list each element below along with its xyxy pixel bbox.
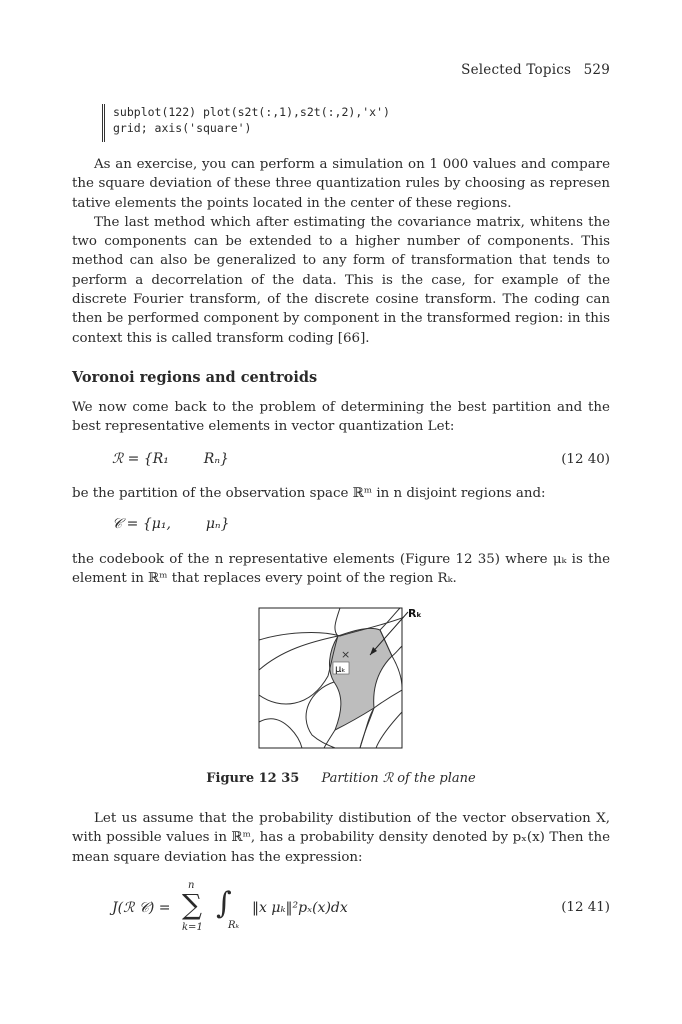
- region-rk: [329, 628, 392, 730]
- figure-caption-text: Partition ℛ of the plane: [321, 771, 476, 786]
- integral-symbol: ∫: [216, 886, 232, 921]
- centroid-label: μₖ: [335, 664, 346, 675]
- equation-number: (12 40): [561, 452, 610, 467]
- partition-curve: [374, 690, 402, 708]
- body-text-4: [72, 550, 610, 589]
- partition-curve: [259, 636, 338, 670]
- partition-curve: [306, 682, 335, 748]
- code-line: grid; axis('square'): [113, 121, 252, 135]
- page-number: 529: [583, 62, 610, 78]
- equation-12-40: [112, 451, 229, 467]
- paragraph: The last method which after estimating the covariance matrix, whitens the two components can be extended to a higher number of components. This method can also be generalized to any form of transformation that tends to perform a decorrelation of the data. This is the case, for example of the discrete Fourier transform, of the discrete cosine transform. The coding can then be performed component by component in the transformed region: in this context this is called transform coding [66].: [72, 214, 610, 346]
- partition-curve: [376, 712, 402, 748]
- sum-upper-limit: n: [188, 880, 195, 891]
- equation-codebook: [112, 516, 230, 532]
- body-text-3: [72, 484, 610, 503]
- equation-rhs: μₙ}: [205, 516, 230, 532]
- code-line: subplot(122) plot(s2t(:,1),s2t(:,2),'x'): [113, 105, 390, 119]
- code-block: [102, 104, 633, 142]
- partition-figure: [240, 600, 450, 760]
- body-text-2: [72, 398, 610, 437]
- integral-domain: Rₖ: [228, 920, 240, 931]
- body-text-1: [72, 155, 610, 348]
- centroid-marker: ×: [341, 648, 351, 661]
- partition-curve: [380, 608, 400, 630]
- region-label: Rₖ: [408, 607, 422, 620]
- partition-curve: [392, 656, 402, 688]
- figure-caption: [0, 771, 682, 786]
- partition-curve: [335, 608, 340, 636]
- paragraph: Let us assume that the probability distibution of the vector observation X, with possible values in ℝᵐ, has a probability density denoted by pₓ(x) Then the mean square deviation has the expression:: [72, 811, 610, 865]
- section-heading: Voronoi regions and centroids: [72, 369, 318, 386]
- paragraph: As an exercise, you can perform a simulation on 1 000 values and compare the square deviation of these three quantization rules by choosing as represen tative elements the points located in the center of these regions.: [72, 157, 610, 211]
- equation-number: (12 41): [561, 900, 610, 915]
- running-header: [461, 62, 610, 78]
- paragraph: We now come back to the problem of determining the best partition and the best representative elements in vector quantization Let:: [72, 400, 610, 435]
- sum-lower-limit: k=1: [182, 922, 203, 933]
- paragraph: be the partition of the observation space ℝᵐ in n disjoint regions and:: [72, 486, 546, 501]
- running-title: Selected Topics: [461, 62, 572, 78]
- partition-curve: [259, 636, 338, 704]
- equation-lhs: 𝒞 = {μ₁,: [112, 516, 171, 532]
- partition-curve: [259, 719, 302, 748]
- paragraph: the codebook of the n representative elements (Figure 12 35) where μₖ is the element in ℝᵐ that replaces every point of the region Rₖ.: [72, 552, 610, 587]
- body-text-5: [72, 809, 610, 867]
- equation-lhs: J(ℛ 𝒞) =: [112, 900, 171, 916]
- equation-rhs: Rₙ}: [203, 451, 229, 467]
- integrand: ‖x μₖ‖²pₓ(x)dx: [252, 900, 348, 916]
- equation-12-41: [112, 880, 582, 940]
- figure-number: Figure 12 35: [206, 771, 300, 786]
- sum-symbol: ∑: [182, 888, 202, 921]
- equation-lhs: ℛ = {R₁: [112, 451, 169, 467]
